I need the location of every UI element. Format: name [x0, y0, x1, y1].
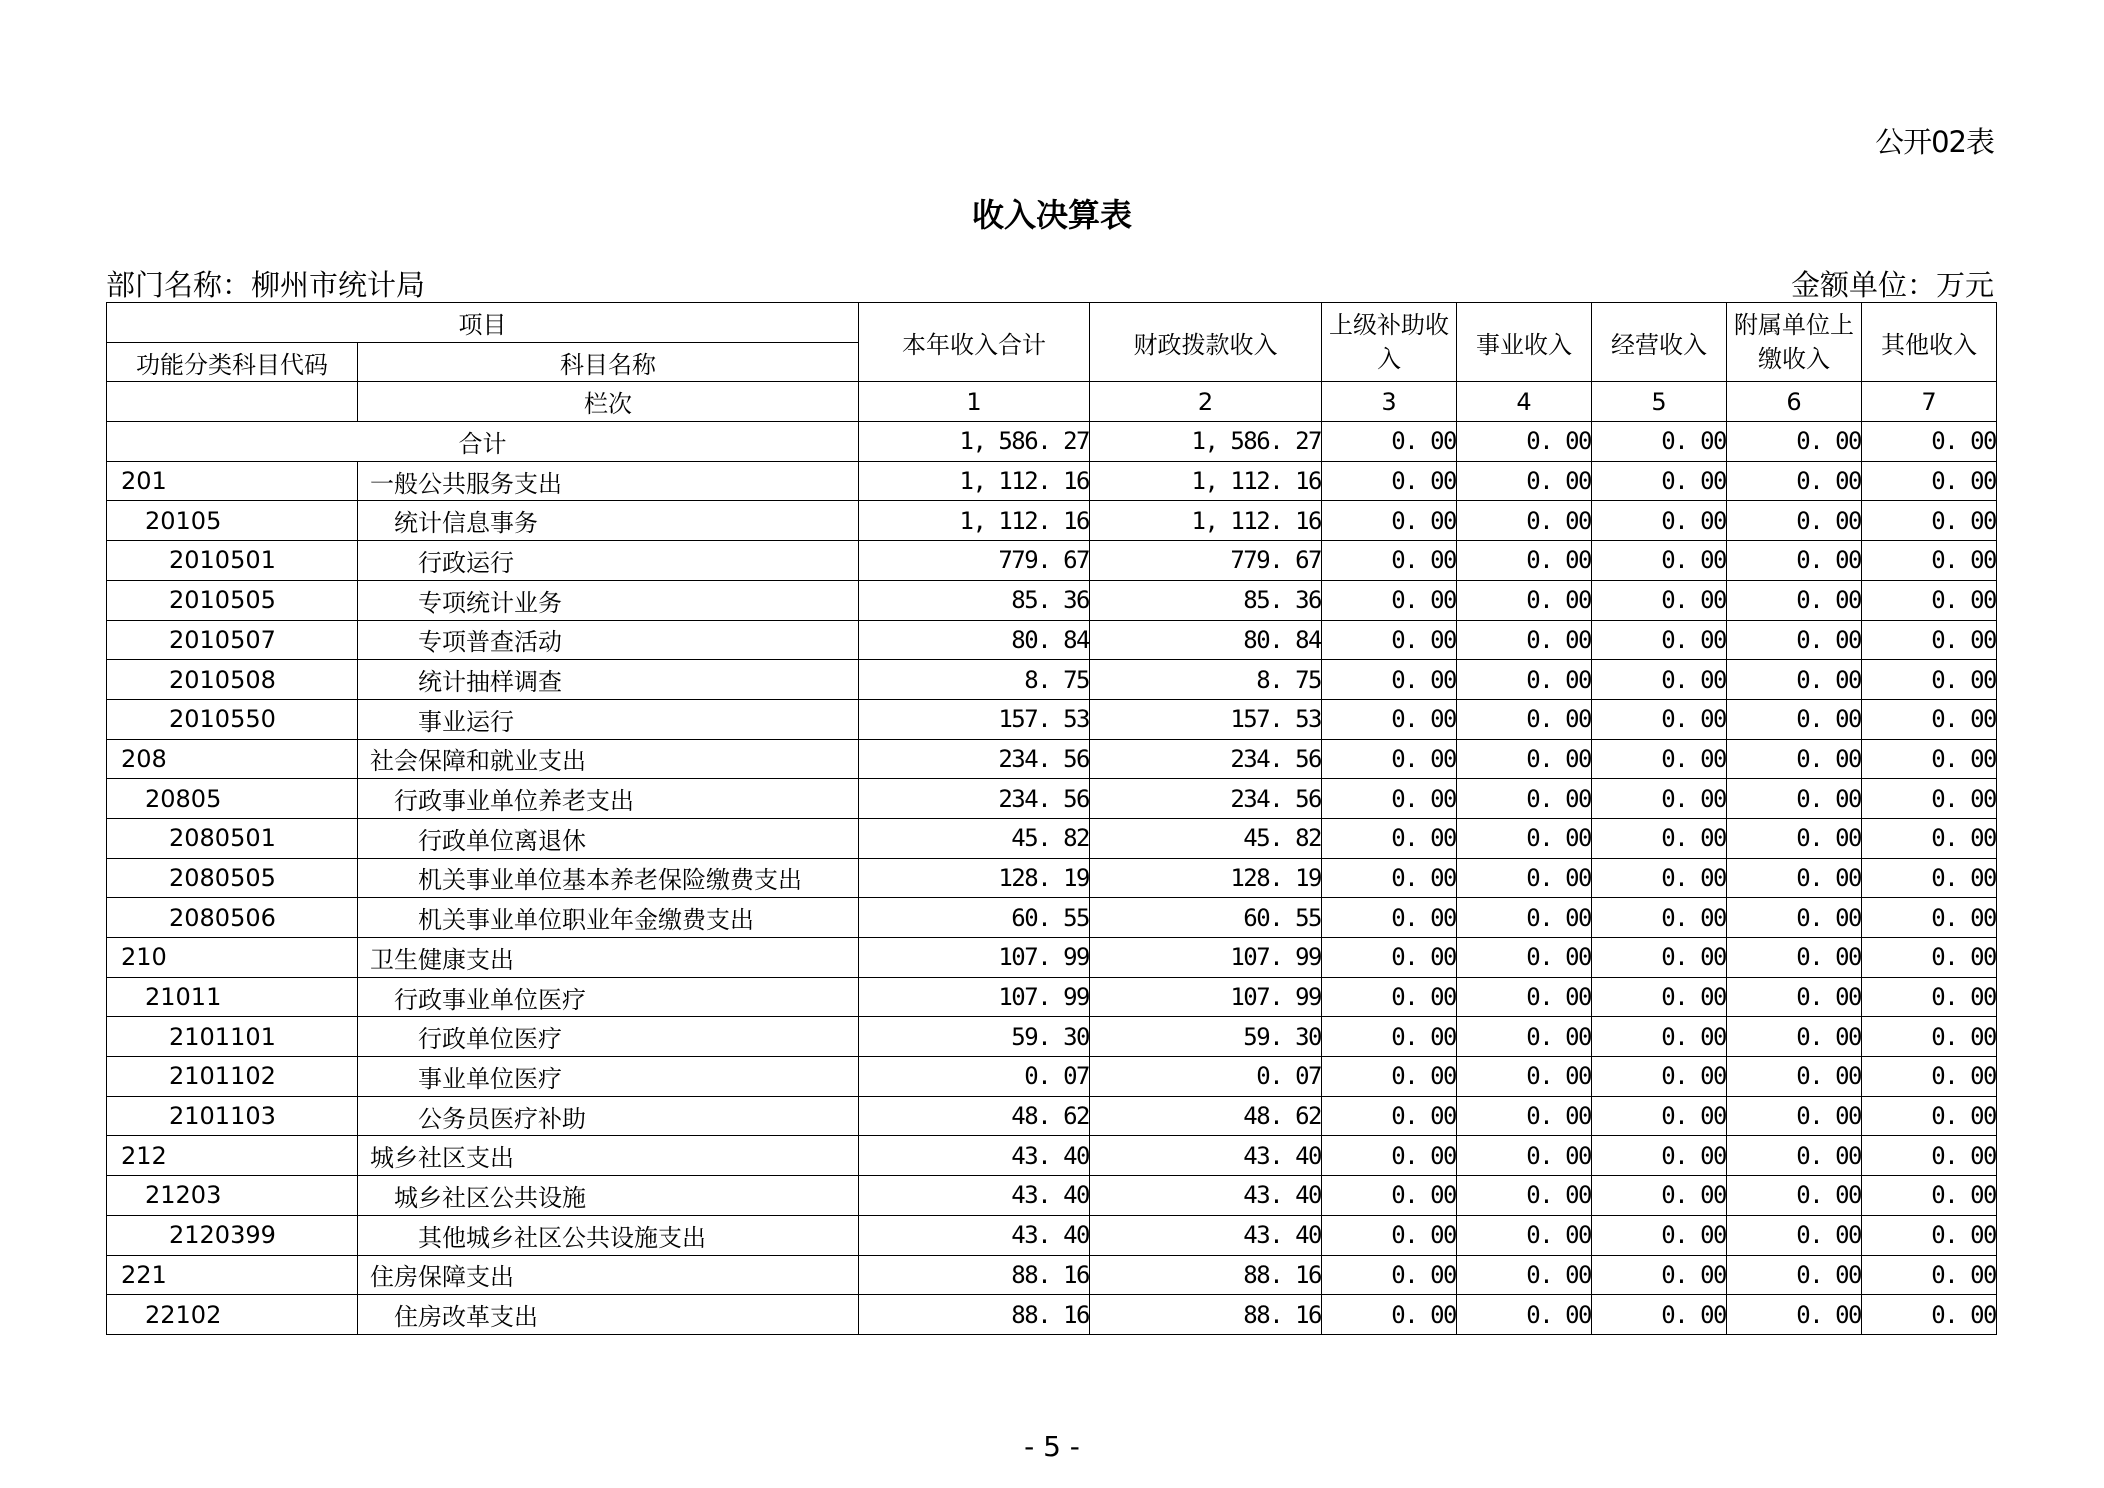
func-code-cell: 2010507: [107, 620, 358, 660]
amount-cell: 0. 00: [1322, 1057, 1457, 1097]
header-total-income: 本年收入合计: [859, 303, 1090, 382]
total-value: 0. 00: [1592, 422, 1727, 462]
amount-cell: 43. 40: [859, 1215, 1090, 1255]
amount-cell: 0. 00: [1592, 620, 1727, 660]
amount-cell: 0. 00: [1862, 1017, 1997, 1057]
amount-cell: 0. 00: [1592, 1215, 1727, 1255]
amount-cell: 43. 40: [1090, 1136, 1322, 1176]
amount-cell: 59. 30: [859, 1017, 1090, 1057]
amount-cell: 779. 67: [1090, 541, 1322, 581]
func-code-cell: 2010550: [107, 699, 358, 739]
amount-cell: 0. 00: [1457, 1215, 1592, 1255]
amount-cell: 107. 99: [1090, 938, 1322, 978]
subject-name-cell: 统计抽样调查: [358, 660, 859, 700]
func-code-cell: 221: [107, 1255, 358, 1295]
subject-name-cell: 事业单位医疗: [358, 1057, 859, 1097]
subject-name-cell: 其他城乡社区公共设施支出: [358, 1215, 859, 1255]
amount-cell: 0. 00: [1592, 461, 1727, 501]
amount-cell: 1, 112. 16: [859, 461, 1090, 501]
amount-cell: 0. 00: [1727, 501, 1862, 541]
func-code-cell: 2101102: [107, 1057, 358, 1097]
total-value: 0. 00: [1727, 422, 1862, 462]
amount-cell: 0. 00: [1592, 1136, 1727, 1176]
total-value: 1, 586. 27: [1090, 422, 1322, 462]
amount-cell: 0. 00: [1322, 977, 1457, 1017]
column-index-6: 6: [1727, 382, 1862, 422]
amount-cell: 43. 40: [859, 1176, 1090, 1216]
header-other: 其他收入: [1862, 303, 1997, 382]
amount-cell: 0. 00: [1727, 1136, 1862, 1176]
table-row: [107, 779, 1997, 819]
amount-cell: 0. 00: [1457, 1295, 1592, 1335]
amount-cell: 85. 36: [1090, 580, 1322, 620]
table-row: [107, 501, 1997, 541]
func-code-cell: 2120399: [107, 1215, 358, 1255]
subject-name-cell: 行政单位离退休: [358, 818, 859, 858]
subject-name-cell: 住房保障支出: [358, 1255, 859, 1295]
subject-name-cell: 城乡社区公共设施: [358, 1176, 859, 1216]
amount-cell: 0. 00: [1592, 858, 1727, 898]
amount-cell: 0. 00: [1592, 1295, 1727, 1335]
unit-label: 金额单位：万元: [1790, 268, 1994, 302]
table-row: [107, 1215, 1997, 1255]
amount-cell: 0. 00: [1862, 1215, 1997, 1255]
header-superior-subsidy: 上级补助收入: [1322, 303, 1457, 382]
subject-name-cell: 社会保障和就业支出: [358, 739, 859, 779]
amount-cell: 0. 00: [1457, 1017, 1592, 1057]
table-row: [107, 699, 1997, 739]
amount-cell: 0. 00: [1592, 1017, 1727, 1057]
form-code: 公开02表: [1875, 125, 1994, 159]
amount-cell: 8. 75: [859, 660, 1090, 700]
amount-cell: 0. 00: [1592, 898, 1727, 938]
table-row: [107, 739, 1997, 779]
amount-cell: 0. 07: [1090, 1057, 1322, 1097]
total-row: [107, 422, 1997, 462]
amount-cell: 0. 00: [1322, 501, 1457, 541]
column-index-4: 4: [1457, 382, 1592, 422]
amount-cell: 0. 00: [1457, 1255, 1592, 1295]
func-code-cell: 2101101: [107, 1017, 358, 1057]
amount-cell: 80. 84: [1090, 620, 1322, 660]
amount-cell: 0. 00: [1457, 1096, 1592, 1136]
amount-cell: 0. 00: [1727, 1017, 1862, 1057]
amount-cell: 0. 00: [1862, 620, 1997, 660]
func-code-cell: 20105: [107, 501, 358, 541]
amount-cell: 0. 00: [1457, 541, 1592, 581]
func-code-cell: 20805: [107, 779, 358, 819]
amount-cell: 0. 00: [1457, 739, 1592, 779]
amount-cell: 0. 00: [1727, 898, 1862, 938]
amount-cell: 0. 00: [1727, 699, 1862, 739]
total-value: 0. 00: [1457, 422, 1592, 462]
amount-cell: 0. 00: [1592, 1176, 1727, 1216]
amount-cell: 0. 00: [1727, 1255, 1862, 1295]
amount-cell: 128. 19: [859, 858, 1090, 898]
amount-cell: 0. 00: [1727, 1215, 1862, 1255]
amount-cell: 0. 00: [1322, 620, 1457, 660]
amount-cell: 0. 00: [1457, 898, 1592, 938]
table-row: [107, 620, 1997, 660]
amount-cell: 0. 00: [1457, 461, 1592, 501]
amount-cell: 0. 00: [1322, 858, 1457, 898]
page-title: 收入决算表: [971, 196, 1132, 234]
amount-cell: 0. 00: [1727, 461, 1862, 501]
page-number: - 5 -: [1024, 1430, 1080, 1463]
department-label: 部门名称：柳州市统计局: [106, 268, 426, 302]
table-row: [107, 1255, 1997, 1295]
column-index-5: 5: [1592, 382, 1727, 422]
func-code-cell: 22102: [107, 1295, 358, 1335]
func-code-cell: 2080501: [107, 818, 358, 858]
amount-cell: 0. 00: [1457, 858, 1592, 898]
amount-cell: 0. 00: [1322, 541, 1457, 581]
subject-name-cell: 专项统计业务: [358, 580, 859, 620]
amount-cell: 0. 00: [1322, 1295, 1457, 1335]
subject-name-cell: 卫生健康支出: [358, 938, 859, 978]
func-code-cell: 2101103: [107, 1096, 358, 1136]
amount-cell: 60. 55: [1090, 898, 1322, 938]
func-code-cell: 2080505: [107, 858, 358, 898]
amount-cell: 0. 00: [1322, 1096, 1457, 1136]
amount-cell: 0. 00: [1727, 858, 1862, 898]
amount-cell: 0. 00: [1322, 660, 1457, 700]
func-code-cell: 21011: [107, 977, 358, 1017]
amount-cell: 0. 00: [1862, 1255, 1997, 1295]
amount-cell: 0. 00: [1727, 620, 1862, 660]
table-row: [107, 580, 1997, 620]
amount-cell: 85. 36: [859, 580, 1090, 620]
amount-cell: 0. 00: [1727, 739, 1862, 779]
amount-cell: 0. 00: [1862, 818, 1997, 858]
amount-cell: 234. 56: [859, 739, 1090, 779]
amount-cell: 0. 00: [1322, 699, 1457, 739]
amount-cell: 0. 00: [1862, 660, 1997, 700]
amount-cell: 0. 00: [1322, 898, 1457, 938]
table-row: [107, 660, 1997, 700]
subject-name-cell: 专项普查活动: [358, 620, 859, 660]
amount-cell: 107. 99: [859, 938, 1090, 978]
amount-cell: 0. 00: [1862, 938, 1997, 978]
amount-cell: 0. 00: [1727, 938, 1862, 978]
column-index-blank: [107, 382, 358, 422]
amount-cell: 0. 00: [1592, 580, 1727, 620]
amount-cell: 0. 00: [1727, 660, 1862, 700]
table-row: [107, 1176, 1997, 1216]
table-row: [107, 1136, 1997, 1176]
amount-cell: 59. 30: [1090, 1017, 1322, 1057]
subject-name-cell: 统计信息事务: [358, 501, 859, 541]
amount-cell: 0. 00: [1592, 1096, 1727, 1136]
table-row: [107, 541, 1997, 581]
amount-cell: 0. 00: [1457, 818, 1592, 858]
amount-cell: 0. 00: [1862, 977, 1997, 1017]
amount-cell: 0. 00: [1592, 501, 1727, 541]
amount-cell: 0. 00: [1457, 501, 1592, 541]
subject-name-cell: 行政事业单位医疗: [358, 977, 859, 1017]
column-index-1: 1: [859, 382, 1090, 422]
amount-cell: 0. 00: [1862, 1057, 1997, 1097]
amount-cell: 1, 112. 16: [1090, 501, 1322, 541]
amount-cell: 157. 53: [1090, 699, 1322, 739]
amount-cell: 0. 00: [1727, 580, 1862, 620]
amount-cell: 157. 53: [859, 699, 1090, 739]
amount-cell: 0. 00: [1457, 660, 1592, 700]
amount-cell: 0. 00: [1862, 699, 1997, 739]
amount-cell: 0. 07: [859, 1057, 1090, 1097]
table-row: [107, 858, 1997, 898]
amount-cell: 1, 112. 16: [1090, 461, 1322, 501]
table-row: [107, 1017, 1997, 1057]
table-row: [107, 818, 1997, 858]
amount-cell: 0. 00: [1862, 461, 1997, 501]
subject-name-cell: 一般公共服务支出: [358, 461, 859, 501]
func-code-cell: 2010508: [107, 660, 358, 700]
total-label: 合计: [107, 422, 859, 462]
amount-cell: 88. 16: [859, 1295, 1090, 1335]
func-code-cell: 2010501: [107, 541, 358, 581]
amount-cell: 0. 00: [1457, 620, 1592, 660]
column-index-2: 2: [1090, 382, 1322, 422]
amount-cell: 48. 62: [1090, 1096, 1322, 1136]
amount-cell: 0. 00: [1322, 1215, 1457, 1255]
amount-cell: 0. 00: [1862, 1096, 1997, 1136]
amount-cell: 0. 00: [1592, 660, 1727, 700]
func-code-cell: 21203: [107, 1176, 358, 1216]
amount-cell: 0. 00: [1862, 1295, 1997, 1335]
amount-cell: 0. 00: [1862, 858, 1997, 898]
amount-cell: 0. 00: [1322, 580, 1457, 620]
amount-cell: 0. 00: [1862, 1136, 1997, 1176]
amount-cell: 88. 16: [1090, 1255, 1322, 1295]
amount-cell: 0. 00: [1322, 739, 1457, 779]
column-index-3: 3: [1322, 382, 1457, 422]
table-row: [107, 1096, 1997, 1136]
amount-cell: 0. 00: [1592, 739, 1727, 779]
amount-cell: 0. 00: [1592, 1057, 1727, 1097]
amount-cell: 0. 00: [1592, 818, 1727, 858]
amount-cell: 234. 56: [859, 779, 1090, 819]
amount-cell: 0. 00: [1457, 580, 1592, 620]
income-table: [106, 302, 1997, 1335]
func-code-cell: 208: [107, 739, 358, 779]
amount-cell: 0. 00: [1457, 938, 1592, 978]
amount-cell: 0. 00: [1862, 898, 1997, 938]
amount-cell: 0. 00: [1322, 1017, 1457, 1057]
amount-cell: 0. 00: [1322, 1255, 1457, 1295]
amount-cell: 0. 00: [1322, 1136, 1457, 1176]
amount-cell: 0. 00: [1457, 977, 1592, 1017]
amount-cell: 234. 56: [1090, 779, 1322, 819]
amount-cell: 0. 00: [1862, 739, 1997, 779]
subject-name-cell: 公务员医疗补助: [358, 1096, 859, 1136]
amount-cell: 1, 112. 16: [859, 501, 1090, 541]
amount-cell: 107. 99: [859, 977, 1090, 1017]
table-row: [107, 977, 1997, 1017]
header-fiscal: 财政拨款收入: [1090, 303, 1322, 382]
amount-cell: 0. 00: [1592, 541, 1727, 581]
amount-cell: 0. 00: [1592, 1255, 1727, 1295]
amount-cell: 88. 16: [1090, 1295, 1322, 1335]
subject-name-cell: 行政单位医疗: [358, 1017, 859, 1057]
amount-cell: 0. 00: [1322, 938, 1457, 978]
amount-cell: 43. 40: [859, 1136, 1090, 1176]
amount-cell: 0. 00: [1322, 461, 1457, 501]
header-subject-name: 科目名称: [358, 342, 859, 382]
subject-name-cell: 机关事业单位职业年金缴费支出: [358, 898, 859, 938]
header-affiliated: 附属单位上缴收入: [1727, 303, 1862, 382]
total-value: 0. 00: [1322, 422, 1457, 462]
total-value: 0. 00: [1862, 422, 1997, 462]
amount-cell: 128. 19: [1090, 858, 1322, 898]
column-index-row: [107, 382, 1997, 422]
header-row-1: [107, 303, 1997, 343]
subject-name-cell: 城乡社区支出: [358, 1136, 859, 1176]
column-index-7: 7: [1862, 382, 1997, 422]
amount-cell: 107. 99: [1090, 977, 1322, 1017]
subject-name-cell: 事业运行: [358, 699, 859, 739]
header-operating: 经营收入: [1592, 303, 1727, 382]
amount-cell: 8. 75: [1090, 660, 1322, 700]
subject-name-cell: 机关事业单位基本养老保险缴费支出: [358, 858, 859, 898]
amount-cell: 43. 40: [1090, 1176, 1322, 1216]
func-code-cell: 212: [107, 1136, 358, 1176]
amount-cell: 0. 00: [1592, 699, 1727, 739]
amount-cell: 0. 00: [1727, 541, 1862, 581]
amount-cell: 48. 62: [859, 1096, 1090, 1136]
amount-cell: 0. 00: [1592, 938, 1727, 978]
amount-cell: 779. 67: [859, 541, 1090, 581]
subject-name-cell: 住房改革支出: [358, 1295, 859, 1335]
amount-cell: 0. 00: [1322, 818, 1457, 858]
amount-cell: 0. 00: [1457, 1057, 1592, 1097]
header-project: 项目: [107, 303, 859, 343]
amount-cell: 0. 00: [1322, 1176, 1457, 1216]
amount-cell: 45. 82: [1090, 818, 1322, 858]
amount-cell: 60. 55: [859, 898, 1090, 938]
table-row: [107, 898, 1997, 938]
amount-cell: 0. 00: [1457, 699, 1592, 739]
amount-cell: 0. 00: [1592, 779, 1727, 819]
amount-cell: 0. 00: [1862, 779, 1997, 819]
amount-cell: 0. 00: [1727, 1295, 1862, 1335]
amount-cell: 0. 00: [1727, 977, 1862, 1017]
amount-cell: 80. 84: [859, 620, 1090, 660]
func-code-cell: 210: [107, 938, 358, 978]
amount-cell: 0. 00: [1862, 501, 1997, 541]
func-code-cell: 2080506: [107, 898, 358, 938]
header-func-code: 功能分类科目代码: [107, 342, 358, 382]
header-business: 事业收入: [1457, 303, 1592, 382]
column-index-label: 栏次: [358, 382, 859, 422]
amount-cell: 0. 00: [1862, 1176, 1997, 1216]
subject-name-cell: 行政运行: [358, 541, 859, 581]
amount-cell: 45. 82: [859, 818, 1090, 858]
amount-cell: 0. 00: [1727, 1096, 1862, 1136]
amount-cell: 0. 00: [1457, 1136, 1592, 1176]
amount-cell: 0. 00: [1727, 1057, 1862, 1097]
amount-cell: 0. 00: [1727, 1176, 1862, 1216]
total-value: 1, 586. 27: [859, 422, 1090, 462]
amount-cell: 0. 00: [1457, 779, 1592, 819]
amount-cell: 0. 00: [1727, 779, 1862, 819]
amount-cell: 0. 00: [1322, 779, 1457, 819]
amount-cell: 88. 16: [859, 1255, 1090, 1295]
table-row: [107, 1295, 1997, 1335]
amount-cell: 234. 56: [1090, 739, 1322, 779]
table-row: [107, 938, 1997, 978]
table-row: [107, 461, 1997, 501]
amount-cell: 0. 00: [1457, 1176, 1592, 1216]
amount-cell: 0. 00: [1862, 541, 1997, 581]
func-code-cell: 201: [107, 461, 358, 501]
amount-cell: 43. 40: [1090, 1215, 1322, 1255]
amount-cell: 0. 00: [1592, 977, 1727, 1017]
subject-name-cell: 行政事业单位养老支出: [358, 779, 859, 819]
table-row: [107, 1057, 1997, 1097]
amount-cell: 0. 00: [1727, 818, 1862, 858]
func-code-cell: 2010505: [107, 580, 358, 620]
amount-cell: 0. 00: [1862, 580, 1997, 620]
